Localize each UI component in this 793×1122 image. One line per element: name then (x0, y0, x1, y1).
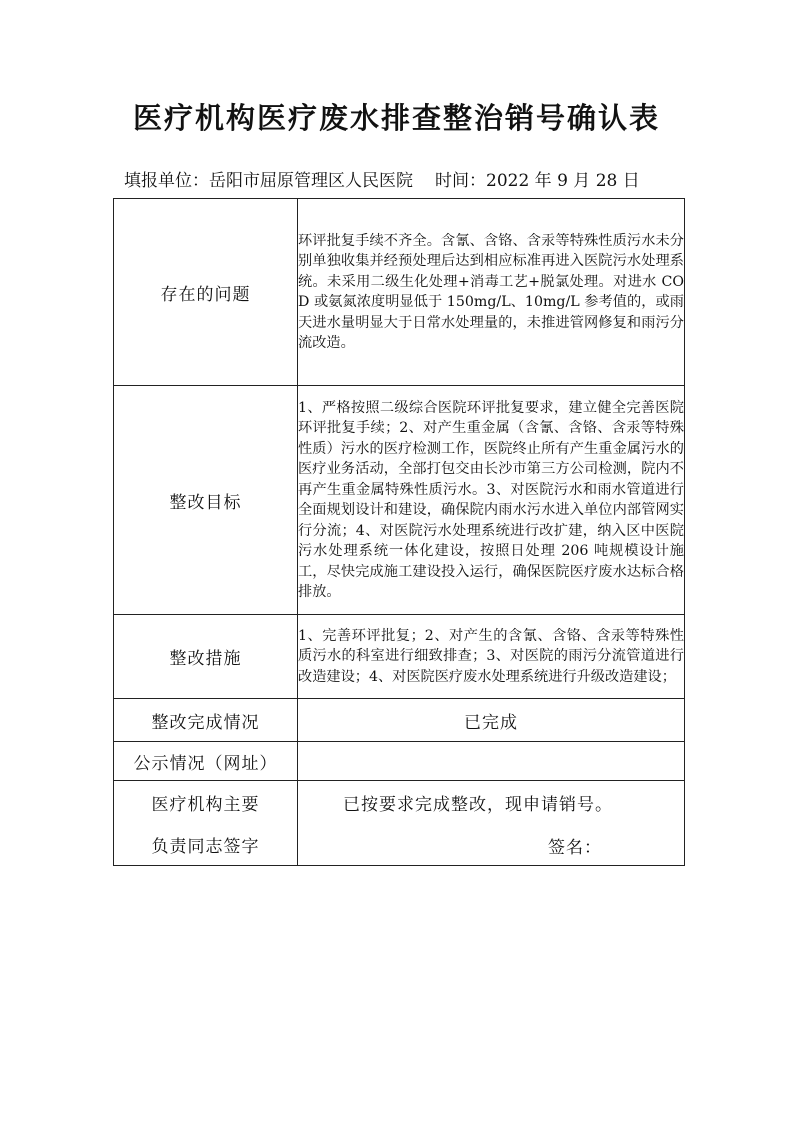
row-publicity (114, 742, 685, 781)
signature-label-cell (114, 781, 298, 866)
completion-status: 已完成 (298, 699, 685, 742)
row-completion (114, 699, 685, 742)
reporting-unit: 填报单位：岳阳市屈原管理区人民医院 (124, 171, 413, 191)
row-signature (114, 781, 685, 866)
row-problems (114, 199, 685, 386)
signature-content-cell (298, 781, 685, 866)
problems-label: 存在的问题 (114, 199, 298, 386)
signature-label-line2: 负责同志签字 (151, 836, 260, 857)
signature-field: 签名： (548, 838, 602, 858)
confirmation-table (113, 198, 685, 866)
problems-content: 环评批复手续不齐全。含氰、含铬、含汞等特殊性质污水未分别单独收集并经预处理后达到相应标准再进入医院污水处理系统。未采用二级生化处理+消毒工艺+脱氯处理。对进水 COD 或氨氮浓度明显低于 150mg/L、10mg/L 参考值的，或雨天进水量明显大于日常水处理量的，未推进管网修复和雨污分流改造。 (298, 199, 685, 386)
row-measures (114, 615, 685, 699)
report-date: 时间：2022 年 9 月 28 日 (435, 171, 640, 191)
measures-label: 整改措施 (114, 615, 298, 699)
goals-label: 整改目标 (114, 386, 298, 615)
measures-content: 1、完善环评批复；2、对产生的含氰、含铬、含汞等特殊性质污水的科室进行细致排查；3、对医院的雨污分流管道进行改造建设；4、对医院医疗废水处理系统进行升级改造建设； (298, 615, 685, 699)
row-goals (114, 386, 685, 615)
completion-label: 整改完成情况 (114, 699, 298, 742)
publicity-label: 公示情况（网址） (114, 742, 298, 781)
goals-content: 1、严格按照二级综合医院环评批复要求，建立健全完善医院环评批复手续；2、对产生重金属（含氰、含铬、含汞等特殊性质）污水的医疗检测工作，医院终止所有产生重金属污水的医疗业务活动，全部打包交由长沙市第三方公司检测，院内不再产生重金属特殊性质污水。3、对医院污水和雨水管道进行全面规划设计和建设，确保院内雨水污水进入单位内部管网实行分流；4、对医院污水处理系统进行改扩建，纳入区中医院污水处理系统一体化建设，按照日处理 206 吨规模设计施工，尽快完成施工建设投入运行，确保医院医疗废水达标合格排放。 (298, 386, 685, 615)
publicity-url (298, 742, 685, 781)
document-title: 医疗机构医疗废水排查整治销号确认表 (132, 101, 660, 135)
signature-label-line1: 医疗机构主要 (151, 794, 260, 815)
report-meta-line (124, 168, 640, 194)
signature-statement: 已按要求完成整改，现申请销号。 (343, 795, 613, 815)
